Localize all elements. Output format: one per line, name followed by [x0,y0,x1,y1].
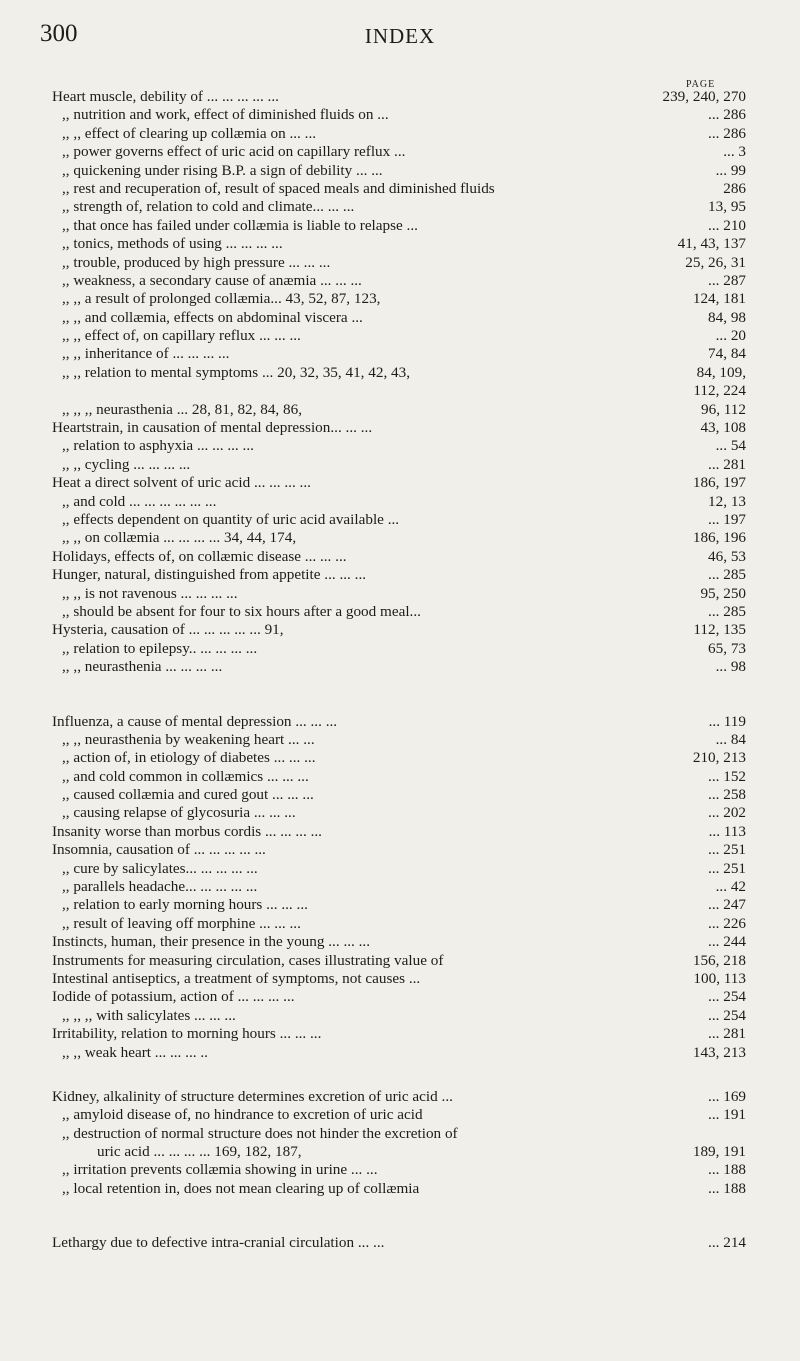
index-entry [0,1180,800,1198]
index-entry [0,823,800,841]
entry-pages: 124, 181 [692,290,746,308]
running-title: INDEX [364,24,436,48]
entry-text: ,, ,, on collæmia ... ... ... ... 34, 44, 174, [62,529,297,547]
index-entry [0,878,800,896]
index-entry [0,511,800,529]
entry-pages: 95, 250 [700,584,746,602]
index-entry [0,529,800,547]
section-gap [0,1062,800,1088]
index-entry [0,1125,800,1143]
entry-text: ,, ,, neurasthenia by weakening heart ... ... [62,730,315,748]
section-gap [0,1198,800,1234]
entry-pages: ... 226 [708,914,746,932]
entry-text: ,, cure by salicylates... ... ... ... ... [62,859,258,877]
entry-text: Kidney, alkalinity of structure determines excretion of uric acid ... [52,1087,453,1105]
entry-text: Insanity worse than morbus cordis ... ... ... ... [52,822,322,840]
entry-pages: ... 99 [715,161,746,179]
entry-text: ,, local retention in, does not mean clearing up of collæmia [62,1179,420,1197]
index-entry [0,88,800,106]
entry-text: ,, strength of, relation to cold and climate... ... ... [62,198,355,216]
index-entry [0,952,800,970]
entry-text: ,, effects dependent on quantity of uric acid available ... [62,510,400,528]
entry-text: ,, relation to early morning hours ... ... ... [62,896,308,914]
entry-text: ,, tonics, methods of using ... ... ... ... [62,235,283,253]
entry-pages: ... 286 [708,124,746,142]
entry-text: Lethargy due to defective intra-cranial circulation ... ... [52,1234,385,1252]
entry-pages: ... 281 [708,1025,746,1043]
index-entry [0,162,800,180]
entry-pages: ... 191 [708,1106,746,1124]
entry-pages: 210, 213 [692,749,746,767]
index-entry [0,860,800,878]
entry-pages: ... 285 [708,602,746,620]
index-entry [0,933,800,951]
index-entry [0,1161,800,1179]
index-entry [0,1025,800,1043]
entry-pages: ... 285 [708,566,746,584]
entry-text: ,, ,, effect of clearing up collæmia on ... ... [62,124,317,142]
entry-text: ,, ,, ,, with salicylates ... ... ... [62,1006,236,1024]
index-entry [0,125,800,143]
index-entry [0,437,800,455]
index-entry [0,841,800,859]
entry-pages: 186, 196 [692,529,746,547]
entry-pages: ... 20 [715,327,746,345]
entry-pages: 65, 73 [708,639,746,657]
entry-pages: ... 254 [708,988,746,1006]
index-entry [0,217,800,235]
entry-pages: 25, 26, 31 [685,253,746,271]
index-entry [0,915,800,933]
entry-pages: ... 247 [708,896,746,914]
index-entry [0,345,800,363]
index-entry [0,566,800,584]
index-entry [0,768,800,786]
entry-pages: ... 152 [708,767,746,785]
entry-text: Hunger, natural, distinguished from appetite ... ... ... [52,566,367,584]
index-entry [0,640,800,658]
index-section [0,88,800,677]
index-entry [0,309,800,327]
entry-pages: 74, 84 [708,345,746,363]
index-entry [0,419,800,437]
entry-pages: ... 84 [715,730,746,748]
entry-text: Iodide of potassium, action of ... ... ... ... [52,988,295,1006]
entry-text: ,, causing relapse of glycosuria ... ... ... [62,804,296,822]
entry-pages: 186, 197 [692,474,746,492]
entry-text: Instruments for measuring circulation, cases illustrating value of [52,951,444,969]
index-entry [0,474,800,492]
entry-text: ,, ,, and collæmia, effects on abdominal viscera ... [62,308,363,326]
entry-pages: ... 244 [708,933,746,951]
index-entry [0,749,800,767]
entry-pages: ... 251 [708,859,746,877]
entry-pages: ... 281 [708,455,746,473]
entry-pages: ... 202 [708,804,746,822]
entry-text: Insomnia, causation of ... ... ... ... ... [52,841,266,859]
index-entry [0,896,800,914]
index-entry [0,1143,800,1161]
entry-text: ,, relation to epilepsy.. ... ... ... ... [62,639,258,657]
entry-text: ,, irritation prevents collæmia showing in urine ... ... [62,1161,378,1179]
entry-pages: 189, 191 [692,1143,746,1161]
entry-text: ,, ,, inheritance of ... ... ... ... [62,345,230,363]
index-entry [0,198,800,216]
index-entry [0,364,800,382]
entry-text: Influenza, a cause of mental depression ... ... ... [52,712,338,730]
entry-pages: 286 [723,179,746,197]
index-entry [0,456,800,474]
index-entry [0,585,800,603]
entry-text: ,, ,, ,, neurasthenia ... 28, 81, 82, 84, 86, [62,400,303,418]
index-entry [0,1234,800,1252]
entry-pages: 100, 113 [693,969,746,987]
entry-text: ,, ,, neurasthenia ... ... ... ... [62,658,223,676]
entry-pages: ... 3 [723,143,746,161]
entry-text: ,, that once has failed under collæmia is liable to relapse ... [62,216,418,234]
entry-text: ,, ,, relation to mental symptoms ... 20, 32, 35, 41, 42, 43, [62,363,411,381]
index-entry [0,731,800,749]
entry-pages: 84, 98 [708,308,746,326]
entry-text: ,, ,, effect of, on capillary reflux ... ... ... [62,327,301,345]
entry-pages: 43, 108 [700,419,746,437]
index-entry [0,401,800,419]
index-entry [0,143,800,161]
entry-text: ,, ,, cycling ... ... ... ... [62,455,191,473]
entry-pages: ... 188 [708,1161,746,1179]
index-entry [0,1044,800,1062]
index-section [0,713,800,1062]
entry-pages: 156, 218 [692,951,746,969]
index-entry [0,603,800,621]
entry-text: ,, should be absent for four to six hours after a good meal... [62,602,421,620]
entry-pages: ... 197 [708,510,746,528]
index-entry [0,548,800,566]
entry-text: ,, ,, is not ravenous ... ... ... ... [62,584,238,602]
entry-text: ,, relation to asphyxia ... ... ... ... [62,437,254,455]
entry-pages: 84, 109, [696,363,746,381]
entry-pages: 13, 95 [708,198,746,216]
index-body [0,88,800,1253]
entry-text: uric acid ... ... ... ... 169, 182, 187, [97,1143,302,1161]
entry-text: Heart muscle, debility of ... ... ... ... ... [52,88,279,105]
entry-pages: ... 286 [708,106,746,124]
page-column-label: PAGE [686,79,716,90]
entry-text: ,, and cold ... ... ... ... ... ... [62,492,217,510]
entry-pages: 46, 53 [708,547,746,565]
entry-pages: 96, 112 [701,400,746,418]
entry-pages: ... 210 [708,216,746,234]
index-entry [0,1088,800,1106]
entry-pages: ... 42 [715,878,746,896]
page-number: 300 [40,20,78,47]
index-entry [0,382,800,400]
entry-text: ,, quickening under rising B.P. a sign of debility ... ... [62,161,383,179]
index-entry [0,493,800,511]
entry-text: Heartstrain, in causation of mental depression... ... ... [52,419,373,437]
index-entry [0,713,800,731]
entry-text: ,, weakness, a secondary cause of anæmia ... ... ... [62,271,362,289]
index-entry [0,970,800,988]
section-gap [0,677,800,713]
entry-text: ,, ,, a result of prolonged collæmia... 43, 52, 87, 123, [62,290,381,308]
index-entry [0,1007,800,1025]
entry-pages: ... 169 [708,1087,746,1105]
entry-pages: ... 54 [715,437,746,455]
index-entry [0,272,800,290]
entry-pages: ... 188 [708,1179,746,1197]
entry-text: ,, trouble, produced by high pressure ... ... ... [62,253,331,271]
entry-pages: ... 258 [708,786,746,804]
entry-pages: 12, 13 [708,492,746,510]
index-entry [0,804,800,822]
index-entry [0,254,800,272]
entry-text: ,, action of, in etiology of diabetes ... ... ... [62,749,316,767]
entry-text: ,, caused collæmia and cured gout ... ... ... [62,786,314,804]
index-section [0,1088,800,1198]
index-entry [0,658,800,676]
entry-text: ,, amyloid disease of, no hindrance to excretion of uric acid [62,1106,423,1124]
entry-text: ,, destruction of normal structure does not hinder the excretion of [62,1124,458,1142]
entry-pages: ... 98 [715,658,746,676]
entry-text: Instincts, human, their presence in the young ... ... ... [52,933,371,951]
entry-pages: 143, 213 [692,1043,746,1061]
index-entry [0,786,800,804]
entry-text: ,, parallels headache... ... ... ... ... [62,878,258,896]
entry-pages: ... 287 [708,271,746,289]
index-entry [0,988,800,1006]
entry-pages: ... 251 [708,841,746,859]
index-entry [0,1106,800,1124]
entry-text: ,, ,, weak heart ... ... ... .. [62,1043,208,1061]
entry-text: ,, result of leaving off morphine ... ... ... [62,914,301,932]
entry-pages: ... 113 [708,822,746,840]
entry-pages: 41, 43, 137 [677,235,746,253]
entry-text: ,, rest and recuperation of, result of spaced meals and diminished fluids [62,179,495,197]
index-entry [0,290,800,308]
index-entry [0,106,800,124]
entry-pages: 112, 135 [693,621,746,639]
entry-pages: ... 254 [708,1006,746,1024]
entry-text: Intestinal antiseptics, a treatment of symptoms, not causes ... [52,969,421,987]
entry-pages: 239, 240, 270 [662,88,746,105]
index-entry [0,180,800,198]
index-entry [0,327,800,345]
entry-text: Holidays, effects of, on collæmic disease ... ... ... [52,547,347,565]
entry-text: ,, power governs effect of uric acid on capillary reflux ... [62,143,406,161]
index-section [0,1234,800,1252]
entry-text: Irritability, relation to morning hours ... ... ... [52,1025,322,1043]
entry-pages: 112, 224 [693,382,746,400]
entry-text: ,, nutrition and work, effect of diminished fluids on ... [62,106,389,124]
entry-pages: ... 214 [708,1234,746,1252]
entry-text: ,, and cold common in collæmics ... ... ... [62,767,309,785]
index-entry [0,621,800,639]
entry-pages: ... 119 [708,712,746,730]
entry-text: Heat a direct solvent of uric acid ... ... ... ... [52,474,311,492]
index-entry [0,235,800,253]
entry-text: Hysteria, causation of ... ... ... ... ... 91, [52,621,284,639]
